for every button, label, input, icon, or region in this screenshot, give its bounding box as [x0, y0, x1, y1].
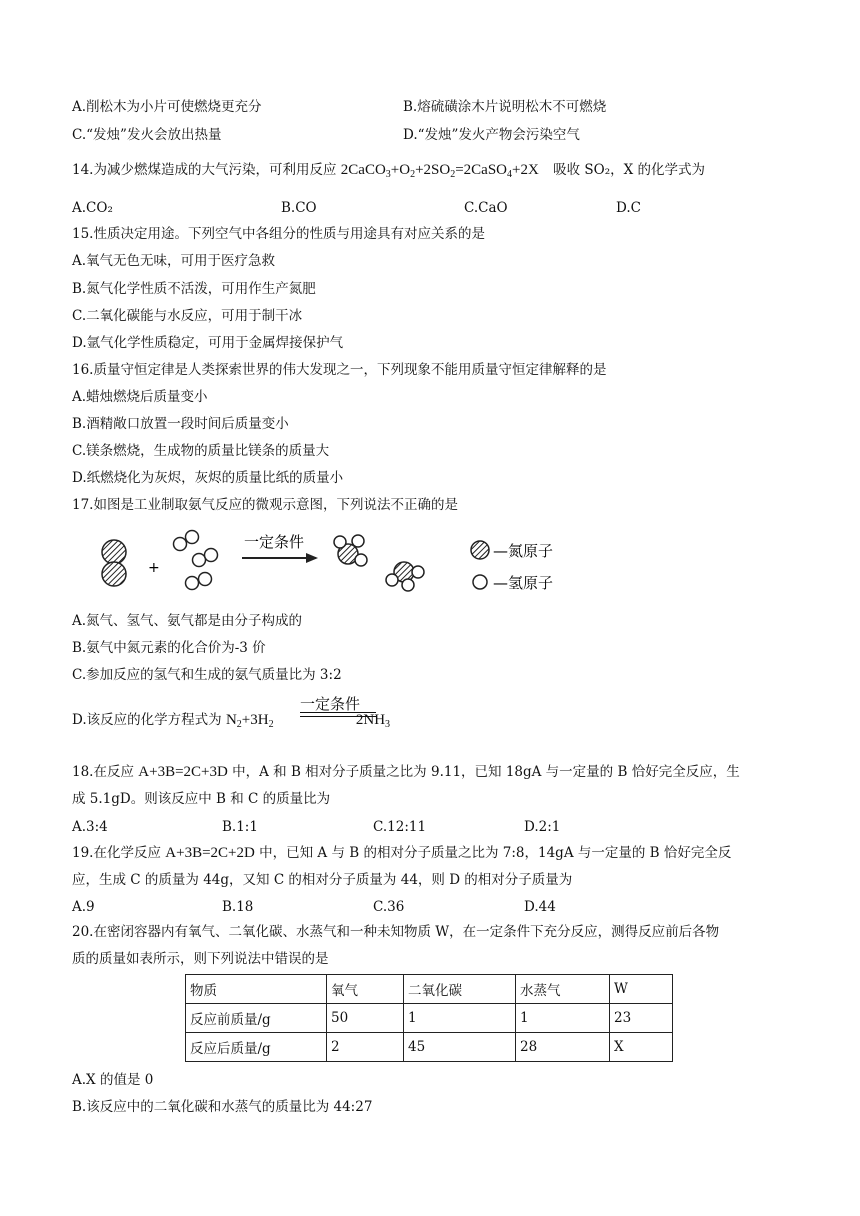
q19-line1	[72, 843, 731, 863]
q20-line2: 质的质量如表所示，则下列说法中错误的是	[72, 951, 329, 967]
q17-option-d-prefix: D.该反应的化学方程式为	[72, 712, 222, 728]
q14-prefix: 14.为减少燃煤造成的大气污染，可利用反应	[72, 162, 337, 178]
q20-option-a: A.X 的值是 0	[72, 1072, 154, 1088]
q15-option-c: C.二氧化碳能与水反应，可用于制干冰	[72, 308, 303, 324]
table-header-cell: 水蒸气	[516, 975, 610, 1004]
q15-stem: 15.性质决定用途。下列空气中各组分的性质与用途具有对应关系的是	[72, 226, 485, 242]
table-row	[186, 1033, 673, 1062]
table-header-cell: W	[610, 975, 673, 1004]
nitrogen-atom-icon	[471, 541, 489, 559]
q16-option-c: C.镁条燃烧，生成物的质量比镁条的质量大	[72, 443, 330, 459]
q16-option-b: B.酒精敞口放置一段时间后质量变小	[72, 416, 289, 432]
q16-option-d: D.纸燃烧化为灰烬，灰烬的质量比纸的质量小	[72, 470, 344, 486]
q17-option-b: B.氨气中氮元素的化合价为-3 价	[72, 640, 266, 656]
q14-option-c: C.CaO	[464, 200, 508, 216]
q14-option-a: A.CO₂	[72, 200, 113, 216]
table-header-cell: 氧气	[327, 975, 404, 1004]
q19-line2: 应，生成 C 的质量为 44g，又知 C 的相对分子质量为 44，则 D 的相对分子质量为	[72, 872, 573, 888]
q15-option-d: D.氩气化学性质稳定，可用于金属焊接保护气	[72, 335, 344, 351]
ammonia-reaction-diagram	[96, 528, 596, 608]
hydrogen-molecules-icon	[174, 531, 218, 590]
ammonia-molecule-icon	[386, 562, 424, 591]
q20-line1: 20.在密闭容器内有氧气、二氧化碳、水蒸气和一种未知物质 W，在一定条件下充分反应，测得反应前后各物	[72, 924, 720, 940]
table-cell: 反应前质量/g	[186, 1004, 327, 1033]
q17-option-d-product: $2NH_3$	[355, 712, 391, 730]
q19-equation: A+3B=2C+2D	[165, 845, 255, 861]
nitrogen-molecule-icon	[102, 540, 126, 586]
table-cell: X	[610, 1033, 673, 1062]
q14-equation: $2CaCO_3+O_2+2SO_2=2CaSO_4+2X$	[340, 162, 539, 180]
q13-option-d: D.“发烛”发火产物会污染空气	[403, 127, 580, 143]
q17-option-d-reactants: $N_2+3H_2$	[225, 712, 274, 730]
q20-option-b: B.该反应中的二氧化碳和水蒸气的质量比为 44:27	[72, 1099, 373, 1115]
q18-line2: 成 5.1gD。则该反应中 B 和 C 的质量比为	[72, 791, 331, 807]
ammonia-molecule-icon	[334, 535, 367, 566]
q19-line1-b: 中，已知 A 与 B 的相对分子质量之比为 7:8，14gA 与一定量的 B 恰好完全反	[259, 845, 732, 861]
q17-stem: 17.如图是工业制取氨气反应的微观示意图，下列说法不正确的是	[72, 497, 458, 513]
q14-option-d: D.C	[616, 200, 641, 216]
q19-option-d: D.44	[524, 899, 556, 915]
q18-option-a: A.3:4	[72, 819, 108, 835]
q18-option-c: C.12:11	[373, 819, 427, 835]
reaction-arrow-icon	[242, 553, 318, 563]
q19-option-a: A.9	[72, 899, 95, 915]
q18-option-b: B.1:1	[222, 819, 258, 835]
table-cell: 50	[327, 1004, 404, 1033]
q17-option-c: C.参加反应的氢气和生成的氨气质量比为 3:2	[72, 667, 342, 683]
table-row	[186, 1004, 673, 1033]
arrow-condition-label: 一定条件	[244, 533, 305, 551]
q14-option-b: B.CO	[281, 200, 317, 216]
q16-option-a: A.蜡烛燃烧后质量变小	[72, 389, 208, 405]
q13-option-c: C.“发烛”发火会放出热量	[72, 127, 222, 143]
legend-hydrogen-label: —氢原子	[493, 574, 554, 592]
q17-option-d	[72, 710, 390, 735]
q17-option-a: A.氮气、氢气、氨气都是由分子构成的	[72, 613, 303, 629]
q15-option-b: B.氮气化学性质不活泼，可用作生产氮肥	[72, 281, 316, 297]
plus-sign: +	[148, 560, 160, 576]
table-cell: 反应后质量/g	[186, 1033, 327, 1062]
table-cell: 28	[516, 1033, 610, 1062]
legend-nitrogen-label: —氮原子	[493, 542, 554, 560]
q13-option-a: A.削松木为小片可使燃烧更充分	[72, 99, 262, 115]
q17-option-d-condition: 一定条件	[300, 695, 361, 713]
q14-stem	[72, 160, 705, 185]
q16-stem: 16.质量守恒定律是人类探索世界的伟大发现之一，下列现象不能用质量守恒定律解释的是	[72, 362, 607, 378]
table-cell: 45	[404, 1033, 516, 1062]
q19-line1-a: 19.在化学反应	[72, 845, 161, 861]
table-header-cell: 物质	[186, 975, 327, 1004]
q18-line1-b: 中，A 和 B 相对分子质量之比为 9.11，已知 18gA 与一定量的 B 恰好完全反应，生	[232, 764, 740, 780]
table-cell: 1	[404, 1004, 516, 1033]
q13-option-b: B.熔硫磺涂木片说明松木不可燃烧	[403, 99, 607, 115]
table-header-row	[186, 975, 673, 1004]
mass-table	[185, 974, 673, 1062]
q18-line1	[72, 762, 740, 782]
table-cell: 23	[610, 1004, 673, 1033]
q18-option-d: D.2:1	[524, 819, 561, 835]
table-cell: 1	[516, 1004, 610, 1033]
q18-equation: A+3B=2C+3D	[138, 764, 228, 780]
q15-option-a: A.氧气无色无味，可用于医疗急救	[72, 253, 276, 269]
q14-suffix: 吸收 SO₂，X 的化学式为	[553, 162, 706, 178]
table-header-cell: 二氧化碳	[404, 975, 516, 1004]
hydrogen-atom-icon	[473, 575, 487, 589]
q18-line1-a: 18.在反应	[72, 764, 134, 780]
table-cell: 2	[327, 1033, 404, 1062]
q19-option-b: B.18	[222, 899, 254, 915]
q19-option-c: C.36	[373, 899, 405, 915]
